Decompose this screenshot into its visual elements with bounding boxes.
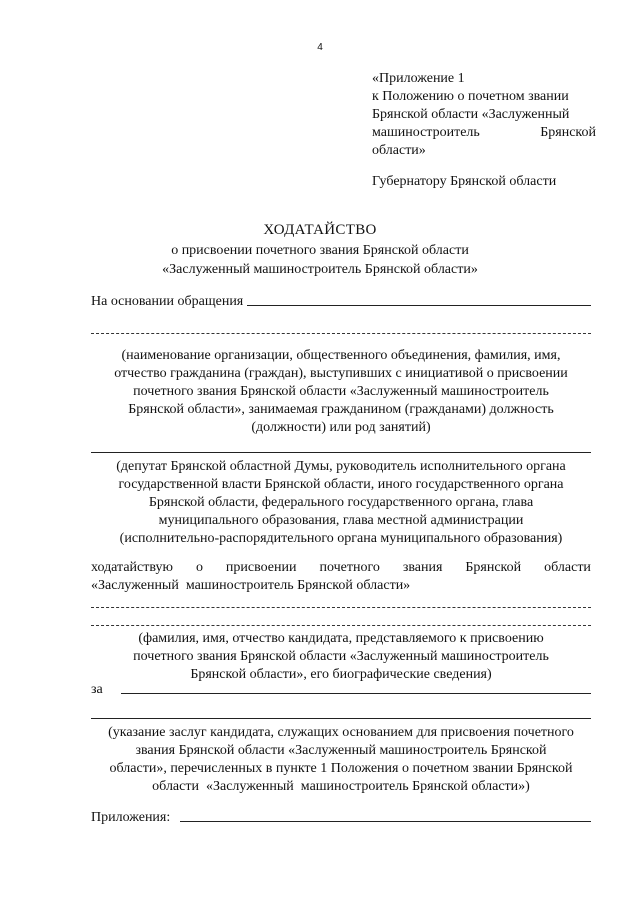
attachments-input-line[interactable] <box>180 820 591 822</box>
petition-word: почетного <box>319 560 380 575</box>
note-applicant <box>91 347 591 437</box>
note-line: звания Брянской области «Заслуженный машиностроитель Брянской <box>135 743 547 758</box>
note-line: (должности) или род занятий) <box>251 420 431 435</box>
petition-word: о <box>195 560 203 575</box>
appendix-word: машиностроитель <box>372 125 480 140</box>
basis-row <box>91 294 591 310</box>
petition-title: «Заслуженный машиностроитель Брянской области» <box>91 578 411 593</box>
note-line: (фамилия, имя, отчество кандидата, представляемого к присвоению <box>138 631 544 646</box>
note-petitioner <box>91 458 591 548</box>
note-line: (указание заслуг кандидата, служащих основанием для присвоения почетного <box>108 725 574 740</box>
note-line: (исполнительно-распорядительного органа муниципального образования) <box>119 531 563 546</box>
note-line: Брянской области, федерального государственного органа, глава <box>148 495 534 510</box>
note-line: почетного звания Брянской области «Заслуженный машиностроитель <box>133 649 549 664</box>
merits-row <box>91 682 591 698</box>
for-label: за <box>91 682 103 697</box>
petition-word: Брянской <box>465 560 522 575</box>
attachments-label: Приложения: <box>91 810 171 825</box>
note-line: государственной власти Брянской области, иного государственного органа <box>118 477 564 492</box>
appendix-line: Брянской области «Заслуженный <box>372 107 570 122</box>
basis-input-line[interactable] <box>247 304 591 306</box>
appendix-word: Брянской <box>540 125 596 140</box>
note-line: (наименование организации, общественного объединения, фамилия, имя, <box>121 348 561 363</box>
note-candidate <box>91 630 591 684</box>
appendix-line: к Положению о почетном звании <box>372 89 569 104</box>
blank-line[interactable] <box>91 333 591 334</box>
subtitle-line: «Заслуженный машиностроитель Брянской области» <box>162 262 478 277</box>
attachments-row <box>91 810 591 826</box>
note-line: (депутат Брянской областной Думы, руководитель исполнительного органа <box>116 459 566 474</box>
petition-line <box>91 560 591 576</box>
blank-line[interactable] <box>91 625 591 626</box>
appendix-line: области» <box>372 143 426 158</box>
addressee: Губернатору Брянской области <box>372 174 557 189</box>
note-line: Брянской области», его биографические сведения) <box>190 667 492 682</box>
note-merits <box>91 724 591 796</box>
note-line: почетного звания Брянской области «Заслуженный машиностроитель <box>133 384 549 399</box>
document-title: ХОДАТАЙСТВО <box>263 222 377 238</box>
petition-word: области <box>544 560 591 575</box>
petition-word: ходатайствую <box>91 560 173 575</box>
subtitle-line: о присвоении почетного звания Брянской области <box>171 243 469 258</box>
note-line: отчество гражданина (граждан), выступивших с инициативой о присвоении <box>114 366 568 381</box>
blank-line[interactable] <box>91 718 591 719</box>
appendix-line-justified <box>372 124 596 142</box>
basis-label: На основании обращения <box>91 294 244 309</box>
note-line: области «Заслуженный машиностроитель Брянской области») <box>152 779 530 794</box>
blank-line[interactable] <box>91 607 591 608</box>
petition-word: звания <box>402 560 443 575</box>
note-line: области», перечисленных в пункте 1 Положения о почетном звании Брянской <box>109 761 573 776</box>
note-line: муниципального образования, глава местной администрации <box>158 513 524 528</box>
appendix-line: «Приложение 1 <box>372 71 465 86</box>
petition-word: присвоении <box>225 560 297 575</box>
page-number: 4 <box>317 42 323 53</box>
blank-line[interactable] <box>91 452 591 453</box>
appendix-header <box>372 70 596 160</box>
merits-input-line[interactable] <box>121 692 591 694</box>
note-line: Брянской области», занимаемая гражданином (гражданами) должность <box>128 402 554 417</box>
